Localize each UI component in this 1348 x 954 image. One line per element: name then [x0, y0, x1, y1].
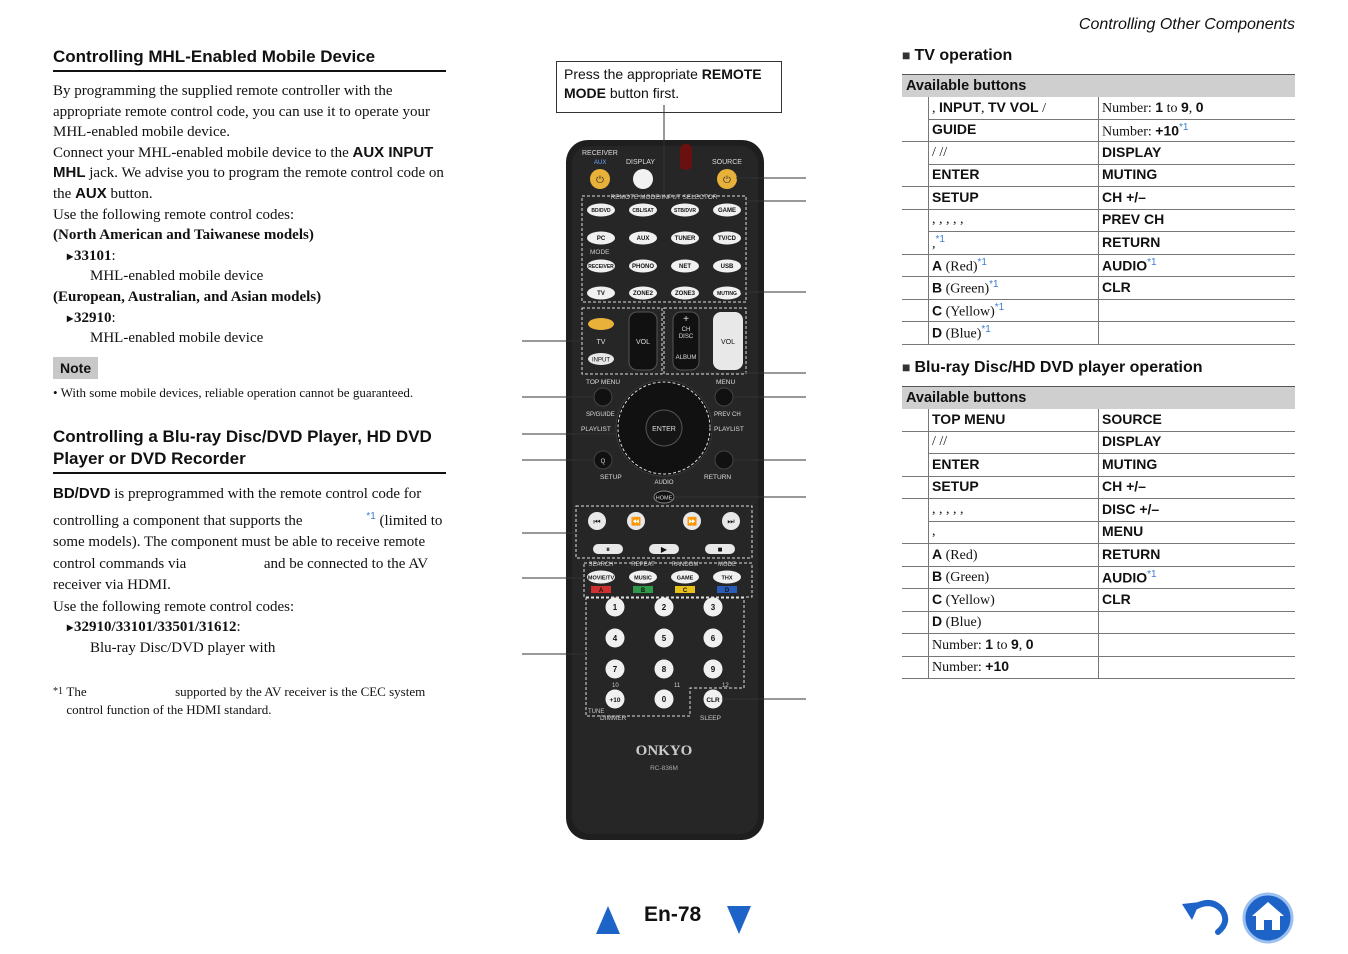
- remote-btn-label: ZONE3: [674, 291, 696, 298]
- remote-btn-label: PHONO: [631, 264, 655, 271]
- table-row: [902, 476, 1295, 499]
- color-key-letter: B: [640, 588, 646, 594]
- remote-btn-label: TV/CD: [718, 236, 736, 243]
- table-row: [902, 544, 1295, 567]
- bluray-use-codes: Use the following remote control codes:: [53, 598, 295, 615]
- button-cell-right: [1099, 611, 1296, 634]
- icon-cell: [902, 499, 929, 544]
- transport-icon: ⏸: [606, 545, 610, 554]
- input-label: INPUT: [592, 357, 610, 364]
- back-arrow-icon[interactable]: [1180, 896, 1230, 938]
- mode-upper-label: REPEAT: [631, 562, 655, 568]
- button-cell-right: Number: 1 to 9, 0: [1099, 97, 1296, 119]
- model-label: RC-836M: [650, 765, 678, 772]
- svg-text:+: +: [683, 314, 689, 325]
- ir-window: [680, 144, 692, 170]
- mhl-code-eu: ▸ 32910:: [67, 308, 446, 329]
- bluray-intro: BD/DVD is preprogrammed with the remote control code for controlling a component that supports the $^{*1}$ (limited to some models). The component must be able to receive remote control commands via and be connected to the AV receiver via HDMI.: [53, 485, 443, 594]
- table-row: [902, 634, 1295, 657]
- button-cell-right: AUDIO$^{*1}$: [1099, 254, 1296, 277]
- numpad-label: +10: [609, 697, 621, 704]
- button-cell-left: D (Blue)$^{*1}$: [929, 322, 1099, 345]
- icon-cell: [902, 322, 929, 345]
- button-cell-left: , INPUT, TV VOL /: [929, 97, 1099, 119]
- icon-cell: [902, 476, 929, 499]
- numpad-label: 9: [710, 665, 716, 674]
- table-row: [902, 164, 1295, 187]
- button-cell-left: TOP MENU: [929, 409, 1099, 431]
- remote-btn-label: AUX: [636, 236, 650, 243]
- transport-icon: ■: [717, 545, 723, 554]
- button-cell-right: [1099, 656, 1296, 679]
- icon-cell: [902, 254, 929, 277]
- button-cell-left: SETUP: [929, 476, 1099, 499]
- transport-icon: ⏮: [593, 517, 601, 526]
- button-cell-left: / //: [929, 431, 1099, 454]
- sp-guide-label: SP/GUIDE: [586, 412, 615, 418]
- prev-page-arrow-icon[interactable]: [596, 906, 620, 934]
- mhl-use-codes: Use the following remote control codes:: [53, 206, 295, 223]
- button-cell-left: / //: [929, 142, 1099, 165]
- button-cell-left: , , , , ,: [929, 499, 1099, 522]
- table-row: [902, 431, 1295, 454]
- remote-btn-label: NET: [679, 264, 691, 271]
- tv-vol-label: VOL: [635, 339, 651, 346]
- numpad-label: 2: [661, 603, 667, 612]
- button-cell-right: CLR: [1099, 277, 1296, 300]
- display-label: DISPLAY: [626, 159, 656, 166]
- table-row: [902, 409, 1295, 431]
- icon-cell: [902, 544, 929, 567]
- table-row: [902, 209, 1295, 232]
- album-label: ALBUM: [675, 355, 697, 361]
- button-cell-left: C (Yellow): [929, 589, 1099, 612]
- button-cell-right: MUTING: [1099, 164, 1296, 187]
- remote-btn-label: ZONE2: [632, 291, 654, 298]
- tv-power-button: [588, 318, 614, 330]
- table-row: [902, 521, 1295, 544]
- button-cell-left: SETUP: [929, 187, 1099, 210]
- mode-upper-label: MODE: [718, 562, 736, 568]
- playlist-right-label: PLAYLIST: [714, 426, 744, 433]
- num-11-sub-label: 11: [674, 683, 681, 689]
- home-icon[interactable]: [1242, 892, 1294, 944]
- button-cell-left: C (Yellow)$^{*1}$: [929, 299, 1099, 322]
- display-button: [633, 169, 653, 189]
- numpad-label: 7: [612, 665, 618, 674]
- button-cell-left: ENTER: [929, 454, 1099, 477]
- table-row: [902, 299, 1295, 322]
- icon-cell: [902, 431, 929, 476]
- color-key-letter: C: [682, 588, 688, 594]
- vol-label: VOL: [720, 339, 736, 346]
- mode-button-label: THX: [721, 575, 733, 582]
- mode-button-label: MUSIC: [634, 575, 652, 582]
- running-header: Controlling Other Components: [1078, 16, 1295, 33]
- table-row: [902, 142, 1295, 165]
- tv-operation-section: [902, 47, 1295, 345]
- bluray-buttons-table: [902, 386, 1295, 679]
- color-key-letter: A: [598, 588, 604, 594]
- transport-icon: ▶: [660, 545, 668, 554]
- button-cell-right: DISPLAY: [1099, 142, 1296, 165]
- table-row: [902, 232, 1295, 255]
- button-cell-left: Number: +10: [929, 656, 1099, 679]
- table-row: [902, 611, 1295, 634]
- return-label: RETURN: [704, 474, 732, 481]
- remote-btn-label: RECEIVER: [588, 264, 614, 271]
- icon-cell: [902, 409, 929, 431]
- icon-cell: [902, 97, 929, 142]
- button-cell-right: [1099, 634, 1296, 657]
- button-cell-right: DISC +/–: [1099, 499, 1296, 522]
- q-label: Q: [600, 459, 606, 465]
- button-cell-right: RETURN: [1099, 544, 1296, 567]
- svg-text:⏻: ⏻: [723, 175, 731, 186]
- button-cell-right: AUDIO$^{*1}$: [1099, 566, 1296, 589]
- numpad-label: 3: [710, 603, 716, 612]
- table-row: [902, 566, 1295, 589]
- button-cell-right: RETURN: [1099, 232, 1296, 255]
- button-cell-right: SOURCE: [1099, 409, 1296, 431]
- transport-icon: ⏩: [687, 517, 697, 526]
- mode-button-label: MOVIE/TV: [587, 575, 615, 582]
- footnote: *1 The supported by the AV receiver is the CEC system control function of the HDMI standard.: [53, 683, 426, 717]
- mhl-connect: Connect your MHL-enabled mobile device to the AUX INPUT MHL jack. We advise you to program the remote control code on the AUX button.: [53, 143, 444, 202]
- button-cell-left: , , , , ,: [929, 209, 1099, 232]
- color-key-letter: D: [724, 588, 730, 594]
- button-cell-left: Number: 1 to 9, 0: [929, 634, 1099, 657]
- receiver-label: RECEIVER: [582, 150, 618, 157]
- mode-upper-label: RANDOM: [671, 562, 699, 568]
- button-cell-right: MUTING: [1099, 454, 1296, 477]
- table-row: [902, 254, 1295, 277]
- numpad-label: 1: [612, 603, 618, 612]
- icon-cell: [902, 209, 929, 254]
- ch-label: CH: [681, 327, 691, 333]
- tv-buttons-table: [902, 74, 1295, 345]
- button-cell-right: MENU: [1099, 521, 1296, 544]
- remote-btn-label: CBL/SAT: [632, 208, 654, 215]
- note-text: • With some mobile devices, reliable operation cannot be guaranteed.: [53, 385, 414, 401]
- setup-label: SETUP: [600, 474, 622, 481]
- numpad-label: 4: [612, 634, 618, 643]
- num-12-sub-label: 12: [722, 683, 729, 689]
- numpad-label: CLR: [706, 697, 720, 704]
- aux-label: AUX: [594, 160, 607, 166]
- remote-control-illustration: [520, 105, 810, 850]
- button-cell-left: A (Red): [929, 544, 1099, 567]
- enter-label: ENTER: [652, 426, 676, 433]
- bluray-operation-title: ■ Blu-ray Disc/HD DVD player operation: [902, 359, 1295, 377]
- disc-label: DISC: [678, 334, 694, 340]
- button-cell-right: CLR: [1099, 589, 1296, 612]
- button-cell-left: A (Red)$^{*1}$: [929, 254, 1099, 277]
- button-cell-right: Number: +10$^{*1}$: [1099, 119, 1296, 142]
- top-menu-label: TOP MENU: [586, 379, 621, 386]
- dimmer-label: DIMMER: [600, 715, 627, 722]
- icon-cell: [902, 299, 929, 322]
- selector-label: REMOTE MODE/INPUT SELECTOR: [610, 194, 718, 201]
- table-row: [902, 499, 1295, 522]
- button-cell-left: ,: [929, 521, 1099, 544]
- numpad-label: 5: [661, 634, 667, 643]
- remote-btn-label: PC: [596, 236, 606, 243]
- mode-upper-label: SEARCH: [588, 562, 614, 568]
- mode-label: MODE: [590, 249, 610, 256]
- button-cell-right: DISPLAY: [1099, 431, 1296, 454]
- button-cell-right: [1099, 322, 1296, 345]
- button-cell-left: D (Blue): [929, 611, 1099, 634]
- mhl-desc-eu: MHL-enabled mobile device: [90, 330, 264, 347]
- mhl-region-na: (North American and Taiwanese models): [53, 227, 314, 244]
- tune-label: TUNE: [588, 709, 605, 715]
- icon-cell: [902, 611, 929, 634]
- tv-operation-title: ■ TV operation: [902, 47, 1295, 65]
- next-page-arrow-icon[interactable]: [727, 906, 751, 934]
- bluray-table-header: Available buttons: [902, 387, 1295, 410]
- button-cell-right: CH +/–: [1099, 476, 1296, 499]
- table-row: [902, 97, 1295, 119]
- sleep-label: SLEEP: [700, 715, 721, 722]
- mhl-intro: By programming the supplied remote controller with the appropriate remote control code, you can use it to operate your MHL-enabled mobile device.: [53, 83, 430, 141]
- remote-btn-label: BD/DVD: [591, 208, 611, 215]
- table-row: [902, 322, 1295, 345]
- top-menu-button: [594, 388, 612, 406]
- page-number: En-78: [644, 903, 702, 926]
- table-row: [902, 187, 1295, 210]
- remote-btn-label: TUNER: [674, 236, 696, 243]
- callout-remote-mode: Press the appropriate REMOTE MODE button first.: [556, 61, 782, 113]
- prev-ch-label: PREV CH: [714, 412, 741, 418]
- svg-text:⏻: ⏻: [596, 175, 604, 186]
- button-cell-left: GUIDE: [929, 119, 1099, 142]
- section-title-bluray: Controlling a Blu-ray Disc/DVD Player, HD DVD Player or DVD Recorder: [53, 426, 446, 474]
- remote-btn-label: TV: [597, 291, 605, 298]
- audio-label: AUDIO: [654, 480, 674, 486]
- playlist-left-label: PLAYLIST: [581, 426, 611, 433]
- bluray-desc: Blu-ray Disc/DVD player with: [90, 640, 276, 656]
- return-button: [715, 451, 733, 469]
- icon-cell: [902, 589, 929, 612]
- transport-icon: ⏪: [631, 517, 641, 526]
- button-cell-left: ,$^{*1}$: [929, 232, 1099, 255]
- table-row: [902, 119, 1295, 142]
- mode-button-label: GAME: [676, 575, 694, 582]
- remote-btn-label: GAME: [718, 208, 736, 215]
- button-cell-right: [1099, 299, 1296, 322]
- button-cell-left: B (Green)$^{*1}$: [929, 277, 1099, 300]
- button-cell-left: ENTER: [929, 164, 1099, 187]
- transport-icon: ⏭: [727, 517, 735, 526]
- table-row: [902, 656, 1295, 679]
- menu-button: [715, 388, 733, 406]
- left-column: [53, 46, 446, 719]
- button-cell-right: CH +/–: [1099, 187, 1296, 210]
- remote-btn-label: USB: [720, 264, 734, 271]
- tv-label: TV: [596, 339, 606, 346]
- table-row: [902, 454, 1295, 477]
- brand-logo: ONKYO: [635, 743, 693, 759]
- menu-label: MENU: [716, 379, 736, 386]
- icon-cell: [902, 566, 929, 589]
- icon-cell: [902, 277, 929, 300]
- mhl-region-eu: (European, Australian, and Asian models): [53, 288, 322, 305]
- icon-cell: [902, 142, 929, 187]
- button-cell-right: PREV CH: [1099, 209, 1296, 232]
- section-title-mhl: Controlling MHL-Enabled Mobile Device: [53, 46, 446, 72]
- mhl-desc-na: MHL-enabled mobile device: [90, 268, 264, 285]
- remote-btn-label: STB/DVR: [674, 208, 696, 215]
- icon-cell: [902, 187, 929, 210]
- table-row: [902, 277, 1295, 300]
- bluray-codes: ▸ 32910/33101/33501/31612:: [67, 617, 446, 638]
- numpad-label: 0: [661, 695, 667, 704]
- icon-cell: [902, 634, 929, 657]
- note-label: Note: [53, 357, 98, 380]
- mhl-code-na: ▸ 33101:: [67, 246, 446, 267]
- remote-btn-label: MUTING: [717, 291, 737, 298]
- button-cell-left: B (Green): [929, 566, 1099, 589]
- numpad-label: 8: [661, 665, 667, 674]
- home-label: HOME: [655, 495, 673, 502]
- numpad-label: 6: [710, 634, 716, 643]
- source-label: SOURCE: [712, 159, 742, 166]
- tv-table-header: Available buttons: [902, 75, 1295, 98]
- icon-cell: [902, 656, 929, 679]
- num-10-sub-label: 10: [612, 683, 619, 689]
- table-row: [902, 589, 1295, 612]
- bluray-operation-section: [902, 359, 1295, 679]
